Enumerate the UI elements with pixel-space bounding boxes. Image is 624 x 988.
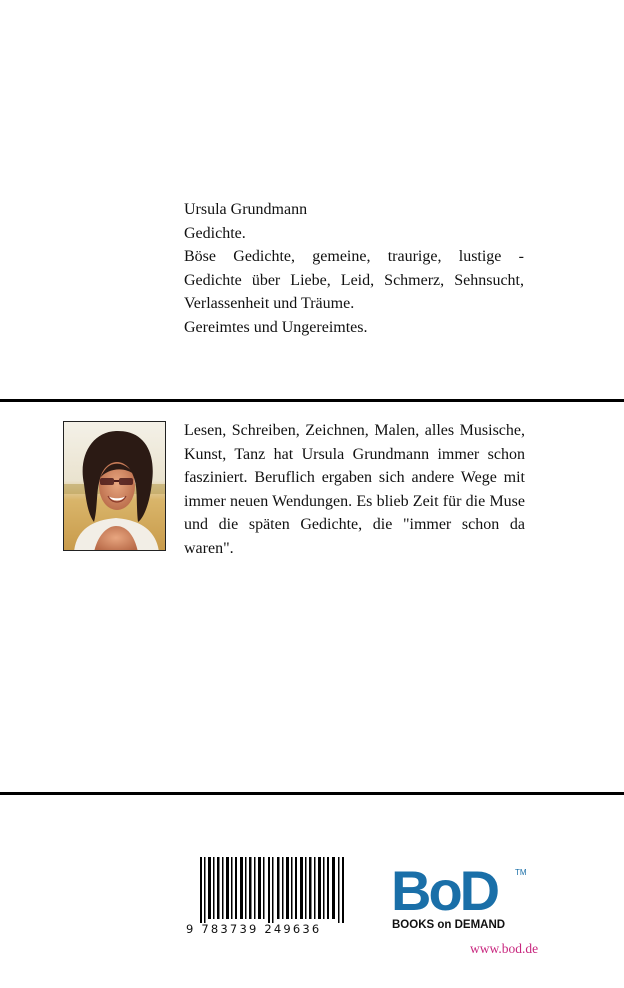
divider-top <box>0 399 624 402</box>
bod-tagline: BOOKS on DEMAND <box>392 919 506 931</box>
isbn-number: 9 783739 249636 <box>186 922 322 936</box>
author-bio: Lesen, Schreiben, Zeichnen, Malen, alles Musische, Kunst, Tanz hat Ursula Grundmann immer schon fasziniert. Beruflich ergaben sich andere Wege mit immer neuen Wendungen. Es blieb Zeit für die Muse und die späten Gedichte, die "immer schon da waren". <box>184 422 525 557</box>
blurb-line: Böse Gedichte, gemeine, traurige, lustige - <box>184 248 524 265</box>
blurb-line: Verlassenheit und Träume. <box>184 295 355 312</box>
genre-label: Gedichte. <box>184 224 246 242</box>
divider-bottom <box>0 792 624 795</box>
trademark-mark: TM <box>515 868 527 877</box>
blurb-line: Gedichte über Liebe, Leid, Schmerz, Sehnsucht, <box>184 271 524 289</box>
publisher-url[interactable]: www.bod.de <box>470 941 539 956</box>
bod-logo-text: BoD <box>391 862 498 922</box>
bod-logo <box>391 862 531 932</box>
barcode <box>200 857 345 923</box>
blurb-line: Gereimtes und Ungereimtes. <box>184 318 368 336</box>
author-photo <box>63 421 166 551</box>
author-name: Ursula Grundmann <box>184 201 308 218</box>
blurb-text <box>184 198 524 339</box>
